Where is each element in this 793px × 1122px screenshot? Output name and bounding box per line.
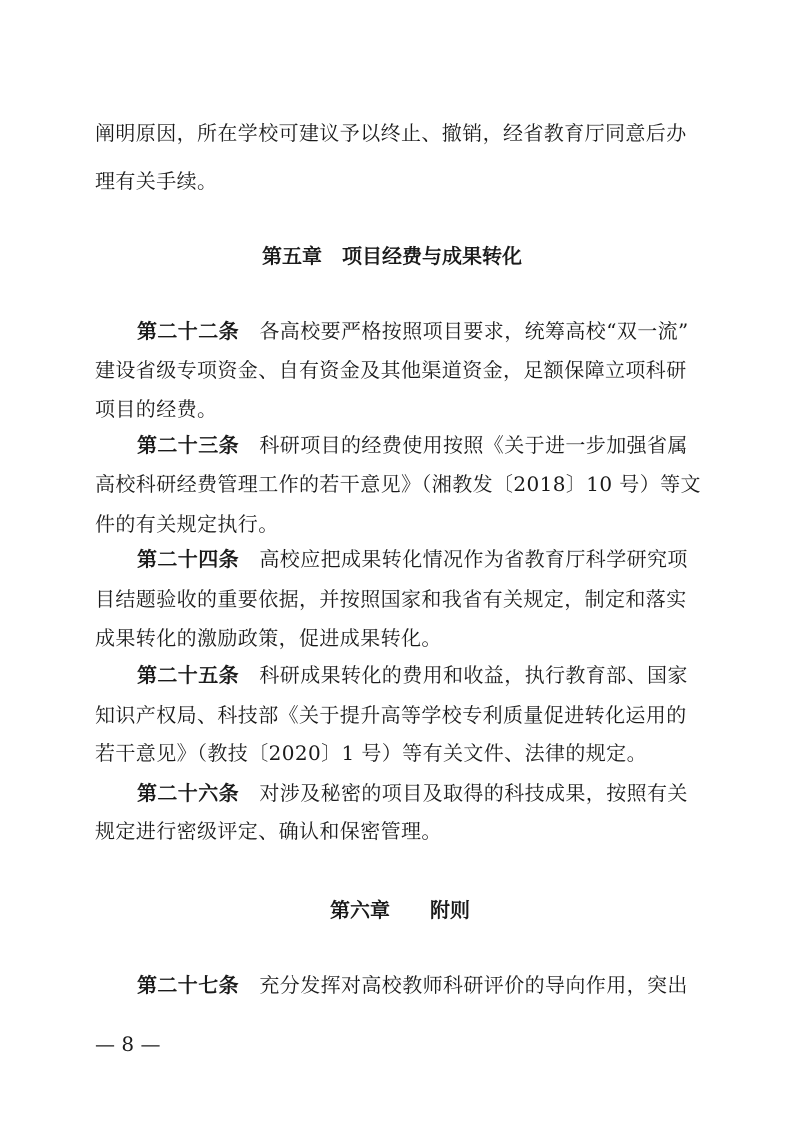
chapter-6-heading: 第六章 附则 [330,898,470,922]
body-text-line: 高校科研经费管理工作的若干意见》（湘教发〔2018〕10 号）等文 [95,472,701,496]
body-text-line: 理有关手续。 [95,169,218,193]
article-27-text: 充分发挥对高校教师科研评价的导向作用，突出 [259,973,688,997]
article-23-text: 科研项目的经费使用按照《关于进一步加强省属 [259,433,688,457]
article-27-label: 第二十七条 [137,973,239,997]
body-text-line: 成果转化的激励政策，促进成果转化。 [95,626,442,650]
page-number: — 8 — [95,1032,161,1056]
article-23-line-1 [137,433,688,457]
article-27-line-1 [137,973,688,997]
body-text-line: 项目的经费。 [95,397,218,421]
body-text-line: 件的有关规定执行。 [95,512,279,536]
article-25-label: 第二十五条 [137,663,239,687]
article-25-line-1 [137,663,688,687]
body-text-line: 建设省级专项资金、自有资金及其他渠道资金，足额保障立项科研 [95,358,687,382]
article-26-line-1 [137,781,688,805]
body-text-line: 目结题验收的重要依据，并按照国家和我省有关规定，制定和落实 [95,587,687,611]
article-26-label: 第二十六条 [137,781,239,805]
article-24-line-1 [137,547,688,571]
chapter-5-heading: 第五章 项目经费与成果转化 [262,244,522,268]
article-23-label: 第二十三条 [137,433,239,457]
article-26-text: 对涉及秘密的项目及取得的科技成果，按照有关 [259,781,688,805]
article-24-text: 高校应把成果转化情况作为省教育厅科学研究项 [259,547,688,571]
body-text-line: 若干意见》（教技〔2020〕1 号）等有关文件、法律的规定。 [95,741,647,765]
article-22-label: 第二十二条 [137,319,239,343]
body-text-line: 阐明原因，所在学校可建议予以终止、撤销，经省教育厅同意后办 [95,121,687,145]
article-22-text: 各高校要严格按照项目要求，统筹高校“双一流” [259,319,689,343]
body-text-line: 规定进行密级评定、确认和保密管理。 [95,819,442,843]
body-text-line: 知识产权局、科技部《关于提升高等学校专利质量促进转化运用的 [95,703,687,727]
article-22-line-1 [137,319,689,343]
article-24-label: 第二十四条 [137,547,239,571]
article-25-text: 科研成果转化的费用和收益，执行教育部、国家 [259,663,688,687]
